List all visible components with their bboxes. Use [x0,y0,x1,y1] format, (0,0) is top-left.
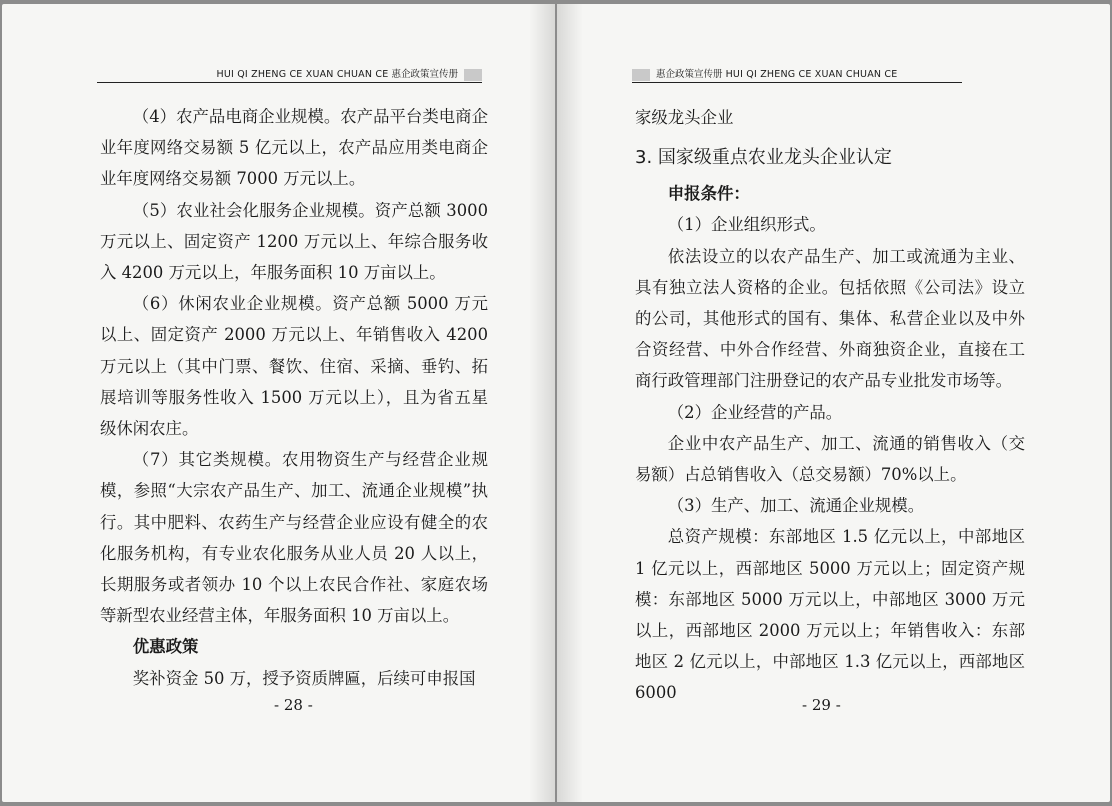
header-title: 惠企政策宣传册 [391,69,458,80]
item-text: 依法设立的以农产品生产、加工或流通为主业、具有独立法人资格的企业。包括依照《公司法》设立的公司，其他形式的国有、集体、私营企业以及中外合资经营、中外合作经营、外商独资企业，直接在工商行政管理部门注册登记的农产品专业批发市场等。 [635,246,1025,391]
running-header [97,66,482,84]
running-header [632,66,962,84]
gutter-shadow [529,4,555,802]
header-title: 惠企政策宣传册 [656,69,723,80]
item-title: （3）生产、加工、流通企业规模。 [667,496,925,516]
left-body [100,101,488,694]
header-rule [97,82,482,83]
continuation-text: 家级龙头企业 [635,108,734,127]
right-page [557,4,1110,802]
header-pinyin: HUI QI ZHENG CE XUAN CHUAN CE [725,69,898,80]
paragraph: （5）农业社会化服务企业规模。资产总额 3000 万元以上、固定资产 1200 万元以上、年综合服务收入 4200 万元以上，年服务面积 10 万亩以上。 [100,200,488,283]
right-body [635,102,1025,709]
paragraph: （4）农产品电商企业规模。农产品平台类电商企业年度网络交易额 5 亿元以上，农产品应用类电商企业年度网络交易额 7000 万元以上。 [100,107,488,189]
section-heading: 3. 国家级重点农业龙头企业认定 [635,147,892,169]
header-pinyin: HUI QI ZHENG CE XUAN CHUAN CE [216,69,389,80]
item-title: （1）企业组织形式。 [667,215,826,235]
paragraph: （6）休闲农业企业规模。资产总额 5000 万元以上、固定资产 2000 万元以上、年销售收入 4200 万元以上（其中门票、餐饮、住宿、采摘、垂钓、拓展培训等服务性收入 1500 万元以上），且为省五星级休闲农庄。 [100,294,488,439]
gutter-shadow [557,4,583,802]
left-page [2,4,555,802]
header-rule [632,82,962,83]
item-title: （2）企业经营的产品。 [667,402,843,422]
page-number: - 28 - [274,696,313,714]
page-number: - 29 - [802,696,841,714]
header-block-mark [632,69,650,81]
item-text: 企业中农产品生产、加工、流通的销售收入（交易额）占总销售收入（总交易额）70%以上。 [635,433,1025,485]
conditions-label: 申报条件： [667,184,750,204]
policy-heading: 优惠政策 [132,637,199,657]
policy-text: 奖补资金 50 万，授予资质牌匾，后续可申报国 [132,668,476,688]
item-text: 总资产规模：东部地区 1.5 亿元以上，中部地区 1 亿元以上，西部地区 5000 万元以上；固定资产规模：东部地区 5000 万元以上，中部地区 3000 万元以上，西部地区 2000 万元以上；年销售收入：东部地区 2 亿元以上，中部地区 1.3 亿元以上，西部地区 6000 [635,527,1025,703]
paragraph: （7）其它类规模。农用物资生产与经营企业规模，参照“大宗农产品生产、加工、流通企业规模”执行。其中肥料、农药生产与经营企业应设有健全的农化服务机构，有专业农化服务从业人员 20 人以上，长期服务或者领办 10 个以上农民合作社、家庭农场等新型农业经营主体，年服务面积 10 万亩以上。 [100,450,488,626]
header-block-mark [464,69,482,81]
